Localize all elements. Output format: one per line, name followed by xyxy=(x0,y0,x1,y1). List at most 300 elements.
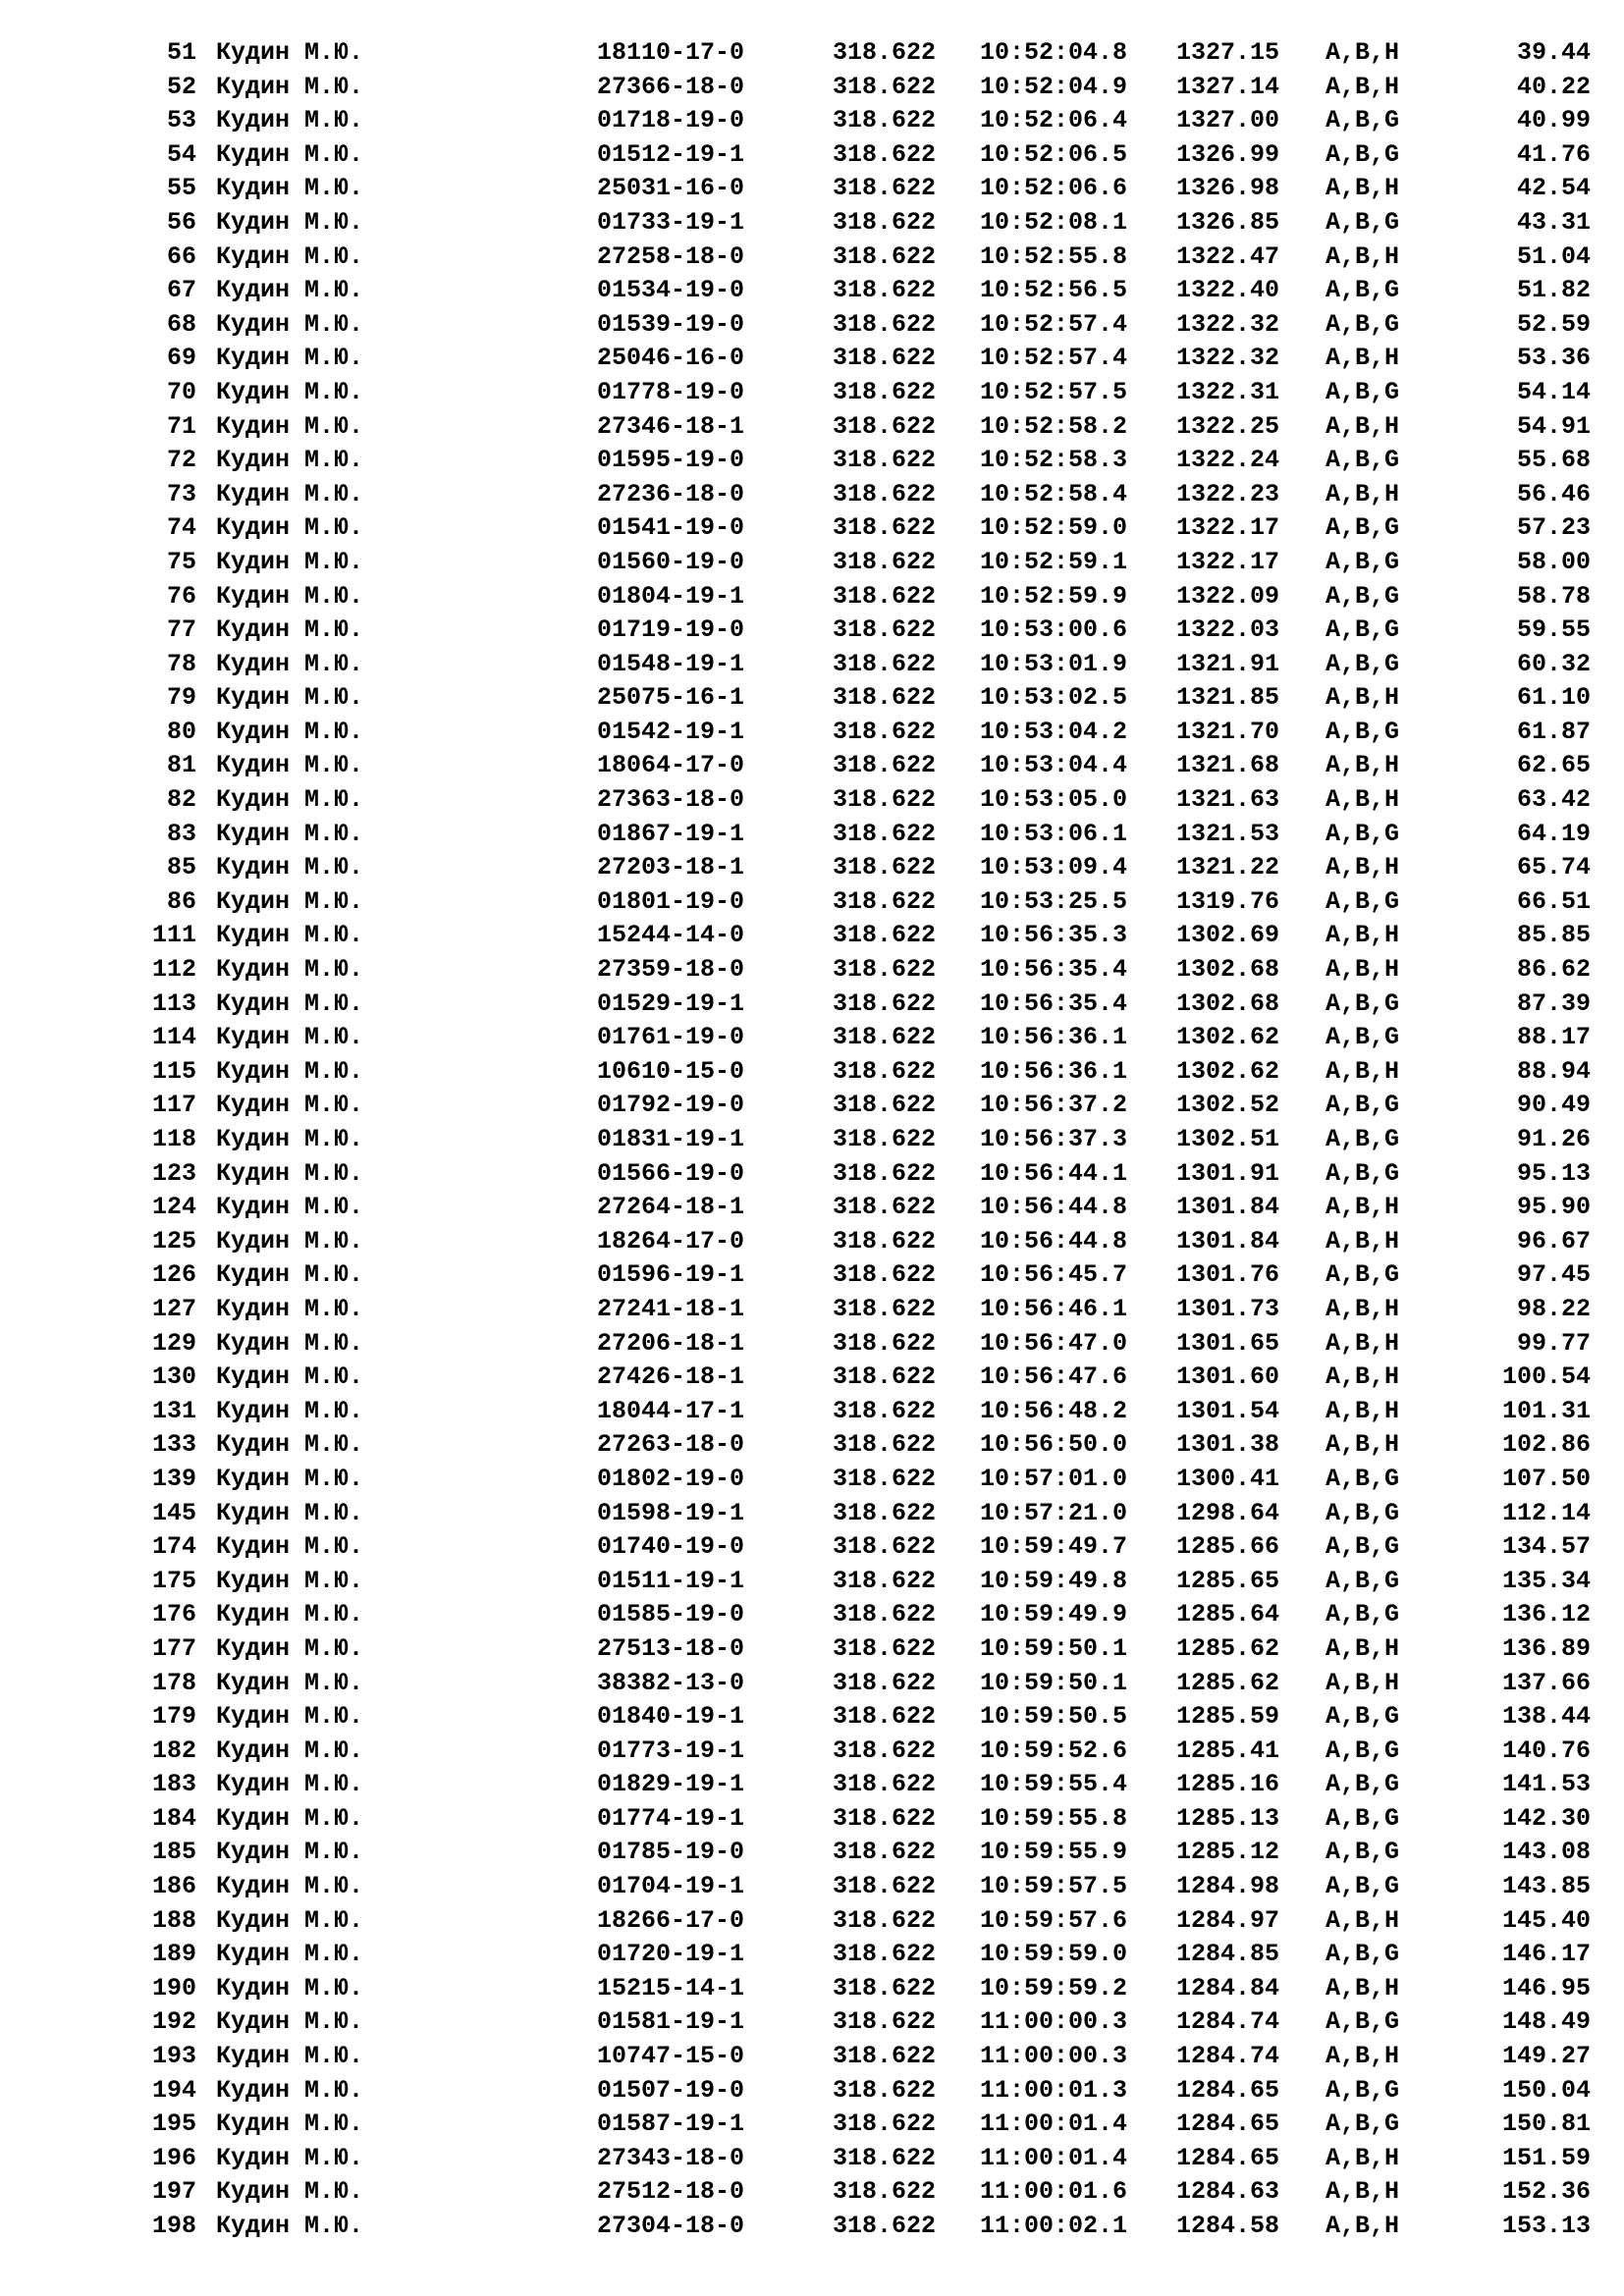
name-cell: Кудин М.Ю. xyxy=(216,1600,364,1629)
arrival-time-cell: 10:52:56.5 xyxy=(980,276,1128,305)
table-row xyxy=(0,71,1624,105)
speed-cell: 1327.00 xyxy=(1176,106,1280,135)
ring-number-cell: 18064-17-0 xyxy=(597,751,745,780)
ring-number-cell: 27513-18-0 xyxy=(597,1633,745,1663)
flags-cell: A,B,G xyxy=(1326,1464,1400,1493)
points-cell: 149.27 xyxy=(1501,2042,1591,2071)
ring-number-cell: 15244-14-0 xyxy=(597,921,745,950)
name-cell: Кудин М.Ю. xyxy=(216,886,364,916)
table-row xyxy=(0,2005,1624,2040)
points-cell: 138.44 xyxy=(1501,1702,1591,1732)
points-cell: 136.89 xyxy=(1501,1633,1591,1663)
flags-cell: A,B,H xyxy=(1326,1193,1400,1222)
table-row xyxy=(0,546,1624,580)
place-cell: 124 xyxy=(151,1193,196,1222)
arrival-time-cell: 10:59:50.1 xyxy=(980,1668,1128,1697)
arrival-time-cell: 10:52:04.9 xyxy=(980,72,1128,101)
points-cell: 40.22 xyxy=(1516,72,1591,101)
arrival-time-cell: 10:56:45.7 xyxy=(980,1260,1128,1290)
ring-number-cell: 01595-19-0 xyxy=(597,446,745,475)
ring-number-cell: 25075-16-1 xyxy=(597,683,745,713)
name-cell: Кудин М.Ю. xyxy=(216,1226,364,1255)
name-cell: Кудин М.Ю. xyxy=(216,547,364,576)
flags-cell: A,B,G xyxy=(1326,717,1400,746)
flags-cell: A,B,G xyxy=(1326,1702,1400,1732)
table-row xyxy=(0,308,1624,343)
ring-number-cell: 01740-19-0 xyxy=(597,1532,745,1562)
ring-number-cell: 18110-17-0 xyxy=(597,38,745,67)
distance-cell: 318.622 xyxy=(833,1872,937,1901)
table-row xyxy=(0,1530,1624,1565)
ring-number-cell: 01512-19-1 xyxy=(597,139,745,169)
points-cell: 137.66 xyxy=(1501,1668,1591,1697)
place-cell: 130 xyxy=(151,1362,196,1392)
points-cell: 60.32 xyxy=(1516,649,1591,678)
name-cell: Кудин М.Ю. xyxy=(216,2177,364,2207)
ring-number-cell: 01560-19-0 xyxy=(597,547,745,576)
name-cell: Кудин М.Ю. xyxy=(216,1430,364,1460)
speed-cell: 1284.63 xyxy=(1176,2177,1280,2207)
flags-cell: A,B,G xyxy=(1326,377,1400,406)
name-cell: Кудин М.Ю. xyxy=(216,344,364,373)
distance-cell: 318.622 xyxy=(833,1328,937,1358)
distance-cell: 318.622 xyxy=(833,479,937,508)
points-cell: 54.91 xyxy=(1516,411,1591,441)
flags-cell: A,B,H xyxy=(1326,411,1400,441)
name-cell: Кудин М.Ю. xyxy=(216,1838,364,1867)
flags-cell: A,B,G xyxy=(1326,309,1400,339)
place-cell: 82 xyxy=(166,785,196,815)
flags-cell: A,B,G xyxy=(1326,988,1400,1018)
distance-cell: 318.622 xyxy=(833,1702,937,1732)
place-cell: 185 xyxy=(151,1838,196,1867)
distance-cell: 318.622 xyxy=(833,309,937,339)
place-cell: 111 xyxy=(151,921,196,950)
distance-cell: 318.622 xyxy=(833,955,937,985)
flags-cell: A,B,G xyxy=(1326,1566,1400,1595)
place-cell: 184 xyxy=(151,1803,196,1833)
points-cell: 98.22 xyxy=(1516,1294,1591,1323)
speed-cell: 1319.76 xyxy=(1176,886,1280,916)
distance-cell: 318.622 xyxy=(833,1940,937,1969)
flags-cell: A,B,G xyxy=(1326,1803,1400,1833)
distance-cell: 318.622 xyxy=(833,1158,937,1188)
name-cell: Кудин М.Ю. xyxy=(216,921,364,950)
name-cell: Кудин М.Ю. xyxy=(216,2007,364,2037)
speed-cell: 1301.73 xyxy=(1176,1294,1280,1323)
distance-cell: 318.622 xyxy=(833,1498,937,1527)
distance-cell: 318.622 xyxy=(833,1600,937,1629)
points-cell: 145.40 xyxy=(1501,1905,1591,1935)
arrival-time-cell: 10:52:04.8 xyxy=(980,38,1128,67)
distance-cell: 318.622 xyxy=(833,276,937,305)
table-row xyxy=(0,1768,1624,1802)
place-cell: 52 xyxy=(166,72,196,101)
distance-cell: 318.622 xyxy=(833,2143,937,2172)
arrival-time-cell: 11:00:02.1 xyxy=(980,2212,1128,2240)
table-row xyxy=(0,138,1624,173)
flags-cell: A,B,H xyxy=(1326,2177,1400,2207)
ring-number-cell: 18044-17-1 xyxy=(597,1396,745,1425)
table-row xyxy=(0,1735,1624,1769)
flags-cell: A,B,G xyxy=(1326,1125,1400,1153)
arrival-time-cell: 10:52:57.4 xyxy=(980,309,1128,339)
distance-cell: 318.622 xyxy=(833,1226,937,1255)
speed-cell: 1321.70 xyxy=(1176,717,1280,746)
name-cell: Кудин М.Ю. xyxy=(216,446,364,475)
arrival-time-cell: 11:00:01.3 xyxy=(980,2075,1128,2105)
ring-number-cell: 27206-18-1 xyxy=(597,1328,745,1358)
place-cell: 183 xyxy=(151,1770,196,1799)
distance-cell: 318.622 xyxy=(833,751,937,780)
speed-cell: 1302.68 xyxy=(1176,988,1280,1018)
distance-cell: 318.622 xyxy=(833,547,937,576)
place-cell: 177 xyxy=(151,1633,196,1663)
table-row xyxy=(0,1497,1624,1531)
place-cell: 55 xyxy=(166,174,196,203)
speed-cell: 1326.85 xyxy=(1176,207,1280,237)
points-cell: 42.54 xyxy=(1516,174,1591,203)
ring-number-cell: 01566-19-0 xyxy=(597,1158,745,1188)
flags-cell: A,B,H xyxy=(1326,1905,1400,1935)
flags-cell: A,B,G xyxy=(1326,1158,1400,1188)
ring-number-cell: 27363-18-0 xyxy=(597,785,745,815)
place-cell: 76 xyxy=(166,581,196,611)
arrival-time-cell: 10:52:55.8 xyxy=(980,241,1128,271)
points-cell: 136.12 xyxy=(1501,1600,1591,1629)
place-cell: 54 xyxy=(166,139,196,169)
ring-number-cell: 27241-18-1 xyxy=(597,1294,745,1323)
flags-cell: A,B,G xyxy=(1326,207,1400,237)
points-cell: 66.51 xyxy=(1516,886,1591,916)
arrival-time-cell: 10:52:57.5 xyxy=(980,377,1128,406)
flags-cell: A,B,H xyxy=(1326,2143,1400,2172)
ring-number-cell: 01534-19-0 xyxy=(597,276,745,305)
points-cell: 90.49 xyxy=(1516,1091,1591,1120)
table-row xyxy=(0,1463,1624,1497)
name-cell: Кудин М.Ю. xyxy=(216,1091,364,1120)
arrival-time-cell: 10:52:59.1 xyxy=(980,547,1128,576)
table-row xyxy=(0,104,1624,138)
ring-number-cell: 38382-13-0 xyxy=(597,1668,745,1697)
speed-cell: 1322.17 xyxy=(1176,547,1280,576)
flags-cell: A,B,H xyxy=(1326,683,1400,713)
name-cell: Кудин М.Ю. xyxy=(216,819,364,848)
points-cell: 58.00 xyxy=(1516,547,1591,576)
points-cell: 41.76 xyxy=(1516,139,1591,169)
arrival-time-cell: 10:59:55.8 xyxy=(980,1803,1128,1833)
table-row xyxy=(0,444,1624,478)
points-cell: 54.14 xyxy=(1516,377,1591,406)
speed-cell: 1322.24 xyxy=(1176,446,1280,475)
place-cell: 81 xyxy=(166,751,196,780)
place-cell: 178 xyxy=(151,1668,196,1697)
place-cell: 53 xyxy=(166,106,196,135)
ring-number-cell: 27236-18-0 xyxy=(597,479,745,508)
name-cell: Кудин М.Ю. xyxy=(216,1973,364,2002)
arrival-time-cell: 10:57:21.0 xyxy=(980,1498,1128,1527)
flags-cell: A,B,H xyxy=(1326,853,1400,882)
name-cell: Кудин М.Ю. xyxy=(216,1532,364,1562)
table-row xyxy=(0,172,1624,206)
ring-number-cell: 27264-18-1 xyxy=(597,1193,745,1222)
ring-number-cell: 25031-16-0 xyxy=(597,174,745,203)
place-cell: 188 xyxy=(151,1905,196,1935)
speed-cell: 1302.62 xyxy=(1176,1056,1280,1086)
arrival-time-cell: 10:53:09.4 xyxy=(980,853,1128,882)
ring-number-cell: 01548-19-1 xyxy=(597,649,745,678)
points-cell: 95.13 xyxy=(1516,1158,1591,1188)
distance-cell: 318.622 xyxy=(833,2042,937,2071)
distance-cell: 318.622 xyxy=(833,1532,937,1562)
points-cell: 59.55 xyxy=(1516,615,1591,645)
speed-cell: 1284.97 xyxy=(1176,1905,1280,1935)
speed-cell: 1321.91 xyxy=(1176,649,1280,678)
table-row xyxy=(0,1700,1624,1735)
table-row xyxy=(0,1972,1624,2006)
name-cell: Кудин М.Ю. xyxy=(216,479,364,508)
points-cell: 134.57 xyxy=(1501,1532,1591,1562)
ring-number-cell: 27426-18-1 xyxy=(597,1362,745,1392)
distance-cell: 318.622 xyxy=(833,988,937,1018)
place-cell: 79 xyxy=(166,683,196,713)
name-cell: Кудин М.Ю. xyxy=(216,309,364,339)
name-cell: Кудин М.Ю. xyxy=(216,1940,364,1969)
ring-number-cell: 01720-19-1 xyxy=(597,1940,745,1969)
speed-cell: 1301.76 xyxy=(1176,1260,1280,1290)
place-cell: 80 xyxy=(166,717,196,746)
points-cell: 96.67 xyxy=(1516,1226,1591,1255)
place-cell: 194 xyxy=(151,2075,196,2105)
ring-number-cell: 01829-19-1 xyxy=(597,1770,745,1799)
ring-number-cell: 01587-19-1 xyxy=(597,2109,745,2139)
flags-cell: A,B,H xyxy=(1326,1056,1400,1086)
ring-number-cell: 18266-17-0 xyxy=(597,1905,745,1935)
table-row xyxy=(0,783,1624,818)
place-cell: 131 xyxy=(151,1396,196,1425)
ring-number-cell: 01802-19-0 xyxy=(597,1464,745,1493)
ring-number-cell: 27203-18-1 xyxy=(597,853,745,882)
flags-cell: A,B,H xyxy=(1326,1362,1400,1392)
ring-number-cell: 27359-18-0 xyxy=(597,955,745,985)
table-row xyxy=(0,953,1624,988)
points-cell: 146.95 xyxy=(1501,1973,1591,2002)
name-cell: Кудин М.Ю. xyxy=(216,1125,364,1153)
points-cell: 141.53 xyxy=(1501,1770,1591,1799)
ring-number-cell: 01733-19-1 xyxy=(597,207,745,237)
name-cell: Кудин М.Ю. xyxy=(216,1294,364,1323)
flags-cell: A,B,H xyxy=(1326,921,1400,950)
distance-cell: 318.622 xyxy=(833,2007,937,2037)
flags-cell: A,B,G xyxy=(1326,1872,1400,1901)
table-row xyxy=(0,342,1624,376)
points-cell: 39.44 xyxy=(1516,38,1591,67)
speed-cell: 1322.40 xyxy=(1176,276,1280,305)
arrival-time-cell: 10:52:58.3 xyxy=(980,446,1128,475)
speed-cell: 1302.62 xyxy=(1176,1023,1280,1052)
flags-cell: A,B,G xyxy=(1326,2109,1400,2139)
name-cell: Кудин М.Ю. xyxy=(216,1362,364,1392)
speed-cell: 1301.60 xyxy=(1176,1362,1280,1392)
distance-cell: 318.622 xyxy=(833,2177,937,2207)
distance-cell: 318.622 xyxy=(833,1430,937,1460)
name-cell: Кудин М.Ю. xyxy=(216,1193,364,1222)
points-cell: 95.90 xyxy=(1516,1193,1591,1222)
ring-number-cell: 01831-19-1 xyxy=(597,1125,745,1153)
place-cell: 66 xyxy=(166,241,196,271)
name-cell: Кудин М.Ю. xyxy=(216,1668,364,1697)
arrival-time-cell: 10:56:50.0 xyxy=(980,1430,1128,1460)
arrival-time-cell: 10:52:57.4 xyxy=(980,344,1128,373)
flags-cell: A,B,H xyxy=(1326,479,1400,508)
speed-cell: 1302.69 xyxy=(1176,921,1280,950)
arrival-time-cell: 10:53:25.5 xyxy=(980,886,1128,916)
arrival-time-cell: 10:59:57.5 xyxy=(980,1872,1128,1901)
points-cell: 142.30 xyxy=(1501,1803,1591,1833)
table-row xyxy=(0,376,1624,410)
speed-cell: 1302.68 xyxy=(1176,955,1280,985)
speed-cell: 1284.65 xyxy=(1176,2109,1280,2139)
name-cell: Кудин М.Ю. xyxy=(216,2042,364,2071)
points-cell: 143.85 xyxy=(1501,1872,1591,1901)
speed-cell: 1284.98 xyxy=(1176,1872,1280,1901)
points-cell: 102.86 xyxy=(1501,1430,1591,1460)
place-cell: 175 xyxy=(151,1566,196,1595)
arrival-time-cell: 10:56:35.4 xyxy=(980,955,1128,985)
flags-cell: A,B,G xyxy=(1326,1260,1400,1290)
distance-cell: 318.622 xyxy=(833,1125,937,1153)
table-row xyxy=(0,818,1624,852)
table-row xyxy=(0,2142,1624,2176)
arrival-time-cell: 10:53:02.5 xyxy=(980,683,1128,713)
place-cell: 195 xyxy=(151,2109,196,2139)
ring-number-cell: 15215-14-1 xyxy=(597,1973,745,2002)
flags-cell: A,B,G xyxy=(1326,1600,1400,1629)
arrival-time-cell: 10:52:58.4 xyxy=(980,479,1128,508)
arrival-time-cell: 10:52:06.6 xyxy=(980,174,1128,203)
place-cell: 77 xyxy=(166,615,196,645)
name-cell: Кудин М.Ю. xyxy=(216,139,364,169)
ring-number-cell: 01704-19-1 xyxy=(597,1872,745,1901)
speed-cell: 1285.66 xyxy=(1176,1532,1280,1562)
place-cell: 73 xyxy=(166,479,196,508)
distance-cell: 318.622 xyxy=(833,717,937,746)
place-cell: 179 xyxy=(151,1702,196,1732)
distance-cell: 318.622 xyxy=(833,1838,937,1867)
speed-cell: 1322.25 xyxy=(1176,411,1280,441)
name-cell: Кудин М.Ю. xyxy=(216,411,364,441)
distance-cell: 318.622 xyxy=(833,2075,937,2105)
place-cell: 198 xyxy=(151,2212,196,2240)
table-row xyxy=(0,206,1624,240)
speed-cell: 1301.65 xyxy=(1176,1328,1280,1358)
place-cell: 117 xyxy=(151,1091,196,1120)
speed-cell: 1322.17 xyxy=(1176,513,1280,543)
place-cell: 189 xyxy=(151,1940,196,1969)
name-cell: Кудин М.Ю. xyxy=(216,1158,364,1188)
ring-number-cell: 01867-19-1 xyxy=(597,819,745,848)
flags-cell: A,B,G xyxy=(1326,819,1400,848)
flags-cell: A,B,H xyxy=(1326,1633,1400,1663)
arrival-time-cell: 10:52:06.5 xyxy=(980,139,1128,169)
name-cell: Кудин М.Ю. xyxy=(216,615,364,645)
flags-cell: A,B,G xyxy=(1326,1940,1400,1969)
name-cell: Кудин М.Ю. xyxy=(216,1702,364,1732)
place-cell: 186 xyxy=(151,1872,196,1901)
place-cell: 196 xyxy=(151,2143,196,2172)
name-cell: Кудин М.Ю. xyxy=(216,276,364,305)
points-cell: 51.04 xyxy=(1516,241,1591,271)
speed-cell: 1298.64 xyxy=(1176,1498,1280,1527)
table-row xyxy=(0,851,1624,885)
points-cell: 43.31 xyxy=(1516,207,1591,237)
ring-number-cell: 10747-15-0 xyxy=(597,2042,745,2071)
points-cell: 88.94 xyxy=(1516,1056,1591,1086)
points-cell: 52.59 xyxy=(1516,309,1591,339)
speed-cell: 1321.22 xyxy=(1176,853,1280,882)
ring-number-cell: 01774-19-1 xyxy=(597,1803,745,1833)
arrival-time-cell: 10:56:44.1 xyxy=(980,1158,1128,1188)
name-cell: Кудин М.Ю. xyxy=(216,1872,364,1901)
distance-cell: 318.622 xyxy=(833,1770,937,1799)
points-cell: 63.42 xyxy=(1516,785,1591,815)
distance-cell: 318.622 xyxy=(833,2109,937,2139)
distance-cell: 318.622 xyxy=(833,615,937,645)
points-cell: 99.77 xyxy=(1516,1328,1591,1358)
arrival-time-cell: 10:53:05.0 xyxy=(980,785,1128,815)
points-cell: 100.54 xyxy=(1501,1362,1591,1392)
points-cell: 56.46 xyxy=(1516,479,1591,508)
arrival-time-cell: 10:59:49.9 xyxy=(980,1600,1128,1629)
distance-cell: 318.622 xyxy=(833,1091,937,1120)
table-row xyxy=(0,1836,1624,1870)
flags-cell: A,B,G xyxy=(1326,139,1400,169)
distance-cell: 318.622 xyxy=(833,174,937,203)
arrival-time-cell: 10:59:59.2 xyxy=(980,1973,1128,2002)
ring-number-cell: 01598-19-1 xyxy=(597,1498,745,1527)
name-cell: Кудин М.Ю. xyxy=(216,72,364,101)
flags-cell: A,B,H xyxy=(1326,785,1400,815)
flags-cell: A,B,G xyxy=(1326,1770,1400,1799)
speed-cell: 1326.98 xyxy=(1176,174,1280,203)
flags-cell: A,B,H xyxy=(1326,174,1400,203)
place-cell: 51 xyxy=(166,38,196,67)
arrival-time-cell: 10:56:36.1 xyxy=(980,1056,1128,1086)
results-table xyxy=(0,36,1624,2244)
name-cell: Кудин М.Ю. xyxy=(216,1023,364,1052)
table-row xyxy=(0,1089,1624,1123)
place-cell: 174 xyxy=(151,1532,196,1562)
place-cell: 86 xyxy=(166,886,196,916)
name-cell: Кудин М.Ю. xyxy=(216,106,364,135)
table-row xyxy=(0,1904,1624,1939)
table-row xyxy=(0,240,1624,275)
ring-number-cell: 10610-15-0 xyxy=(597,1056,745,1086)
place-cell: 56 xyxy=(166,207,196,237)
points-cell: 153.13 xyxy=(1501,2212,1591,2240)
distance-cell: 318.622 xyxy=(833,1396,937,1425)
points-cell: 91.26 xyxy=(1516,1125,1591,1153)
name-cell: Кудин М.Ю. xyxy=(216,1803,364,1833)
place-cell: 197 xyxy=(151,2177,196,2207)
points-cell: 62.65 xyxy=(1516,751,1591,780)
distance-cell: 318.622 xyxy=(833,921,937,950)
arrival-time-cell: 10:59:49.7 xyxy=(980,1532,1128,1562)
table-row xyxy=(0,1021,1624,1055)
distance-cell: 318.622 xyxy=(833,411,937,441)
table-row xyxy=(0,1395,1624,1429)
flags-cell: A,B,G xyxy=(1326,649,1400,678)
